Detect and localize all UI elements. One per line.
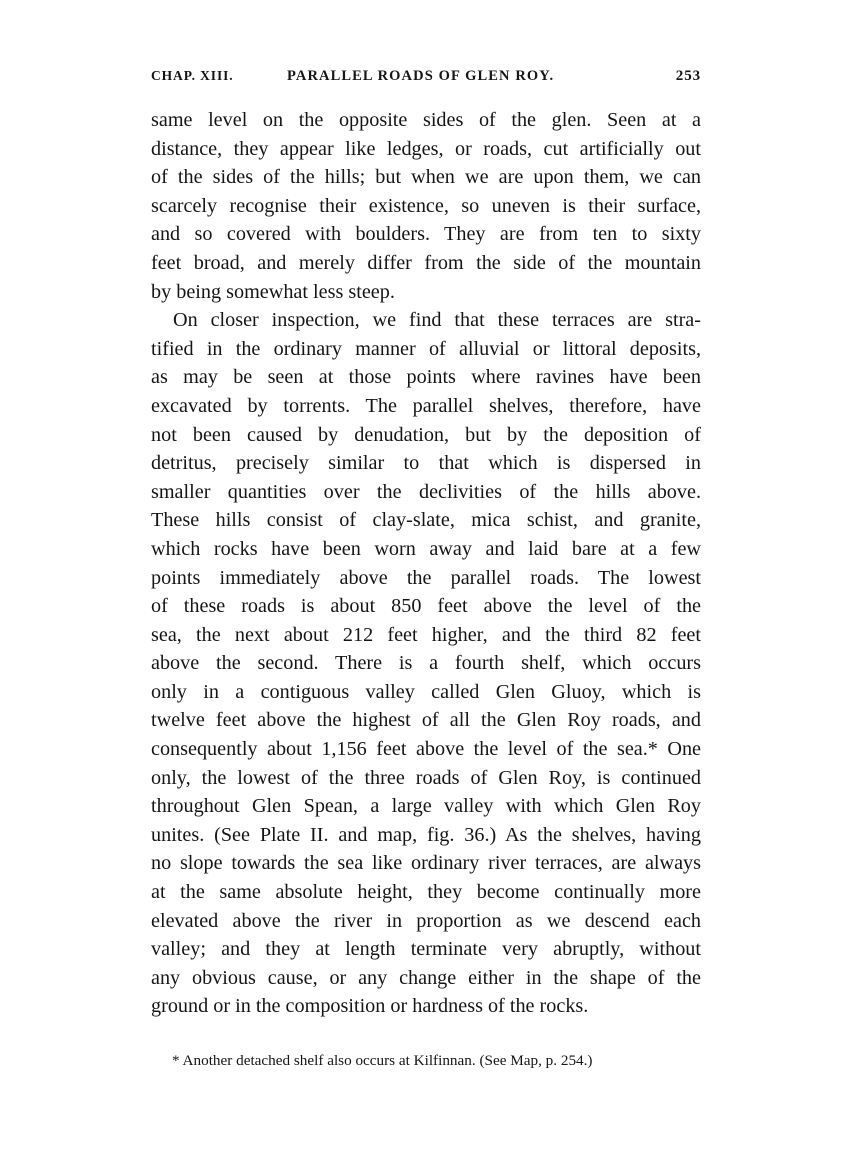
- text-line: distance, they appear like ledges, or roads, cut artificially out: [151, 137, 701, 160]
- text-line: twelve feet above the highest of all the Glen Roy roads, and: [151, 709, 701, 732]
- footnote: * Another detached shelf also occurs at Kilfinnan. (See Map, p. 254.): [172, 1052, 593, 1069]
- text-line: by being somewhat less steep.: [151, 280, 395, 303]
- text-line: On closer inspection, we find that these terraces are stra-: [173, 309, 701, 332]
- text-line: only in a contiguous valley called Glen Gluoy, which is: [151, 680, 701, 703]
- text-line: detritus, precisely similar to that which is dispersed in: [151, 452, 701, 475]
- text-line: excavated by torrents. The parallel shelves, therefore, have: [151, 394, 701, 417]
- text-line: ground or in the composition or hardness of the rocks.: [151, 995, 589, 1018]
- text-line: valley; and they at length terminate very abruptly, without: [151, 938, 701, 961]
- text-line: tified in the ordinary manner of alluvial or littoral deposits,: [151, 337, 701, 360]
- text-line: which rocks have been worn away and laid bare at a few: [151, 537, 701, 560]
- text-line: unites. (See Plate II. and map, fig. 36.) As the shelves, having: [151, 823, 701, 846]
- text-line: These hills consist of clay-slate, mica schist, and granite,: [151, 509, 701, 532]
- text-line: sea, the next about 212 feet higher, and the third 82 feet: [151, 623, 701, 646]
- text-line: elevated above the river in proportion as we descend each: [151, 909, 701, 932]
- running-head: [151, 66, 701, 86]
- running-title: PARALLEL ROADS OF GLEN ROY.: [287, 68, 555, 84]
- text-line: feet broad, and merely differ from the side of the mountain: [151, 251, 701, 274]
- text-line: of the sides of the hills; but when we are upon them, we can: [151, 166, 701, 189]
- text-line: as may be seen at those points where ravines have been: [151, 366, 701, 389]
- page-number: 253: [675, 68, 701, 84]
- text-line: consequently about 1,156 feet above the level of the sea.* One: [151, 738, 701, 761]
- text-line: scarcely recognise their existence, so uneven is their surface,: [151, 194, 701, 217]
- text-line: not been caused by denudation, but by the deposition of: [151, 423, 701, 446]
- text-line: and so covered with boulders. They are from ten to sixty: [151, 223, 701, 246]
- text-line: smaller quantities over the declivities of the hills above.: [151, 480, 701, 503]
- text-line: at the same absolute height, they become continually more: [151, 881, 701, 904]
- body-text: [151, 106, 701, 1021]
- text-line: throughout Glen Spean, a large valley with which Glen Roy: [151, 795, 701, 818]
- text-line: any obvious cause, or any change either in the shape of the: [151, 966, 701, 989]
- text-line: above the second. There is a fourth shelf, which occurs: [151, 652, 701, 675]
- text-line: only, the lowest of the three roads of Glen Roy, is continued: [151, 766, 701, 789]
- text-line: of these roads is about 850 feet above the level of the: [151, 595, 701, 618]
- paragraph: [151, 106, 701, 306]
- chapter-label: CHAP. XIII.: [151, 68, 234, 83]
- paragraph: [151, 306, 701, 1021]
- text-line: same level on the opposite sides of the glen. Seen at a: [151, 109, 701, 131]
- text-line: points immediately above the parallel roads. The lowest: [151, 566, 701, 589]
- text-line: no slope towards the sea like ordinary river terraces, are always: [151, 852, 701, 875]
